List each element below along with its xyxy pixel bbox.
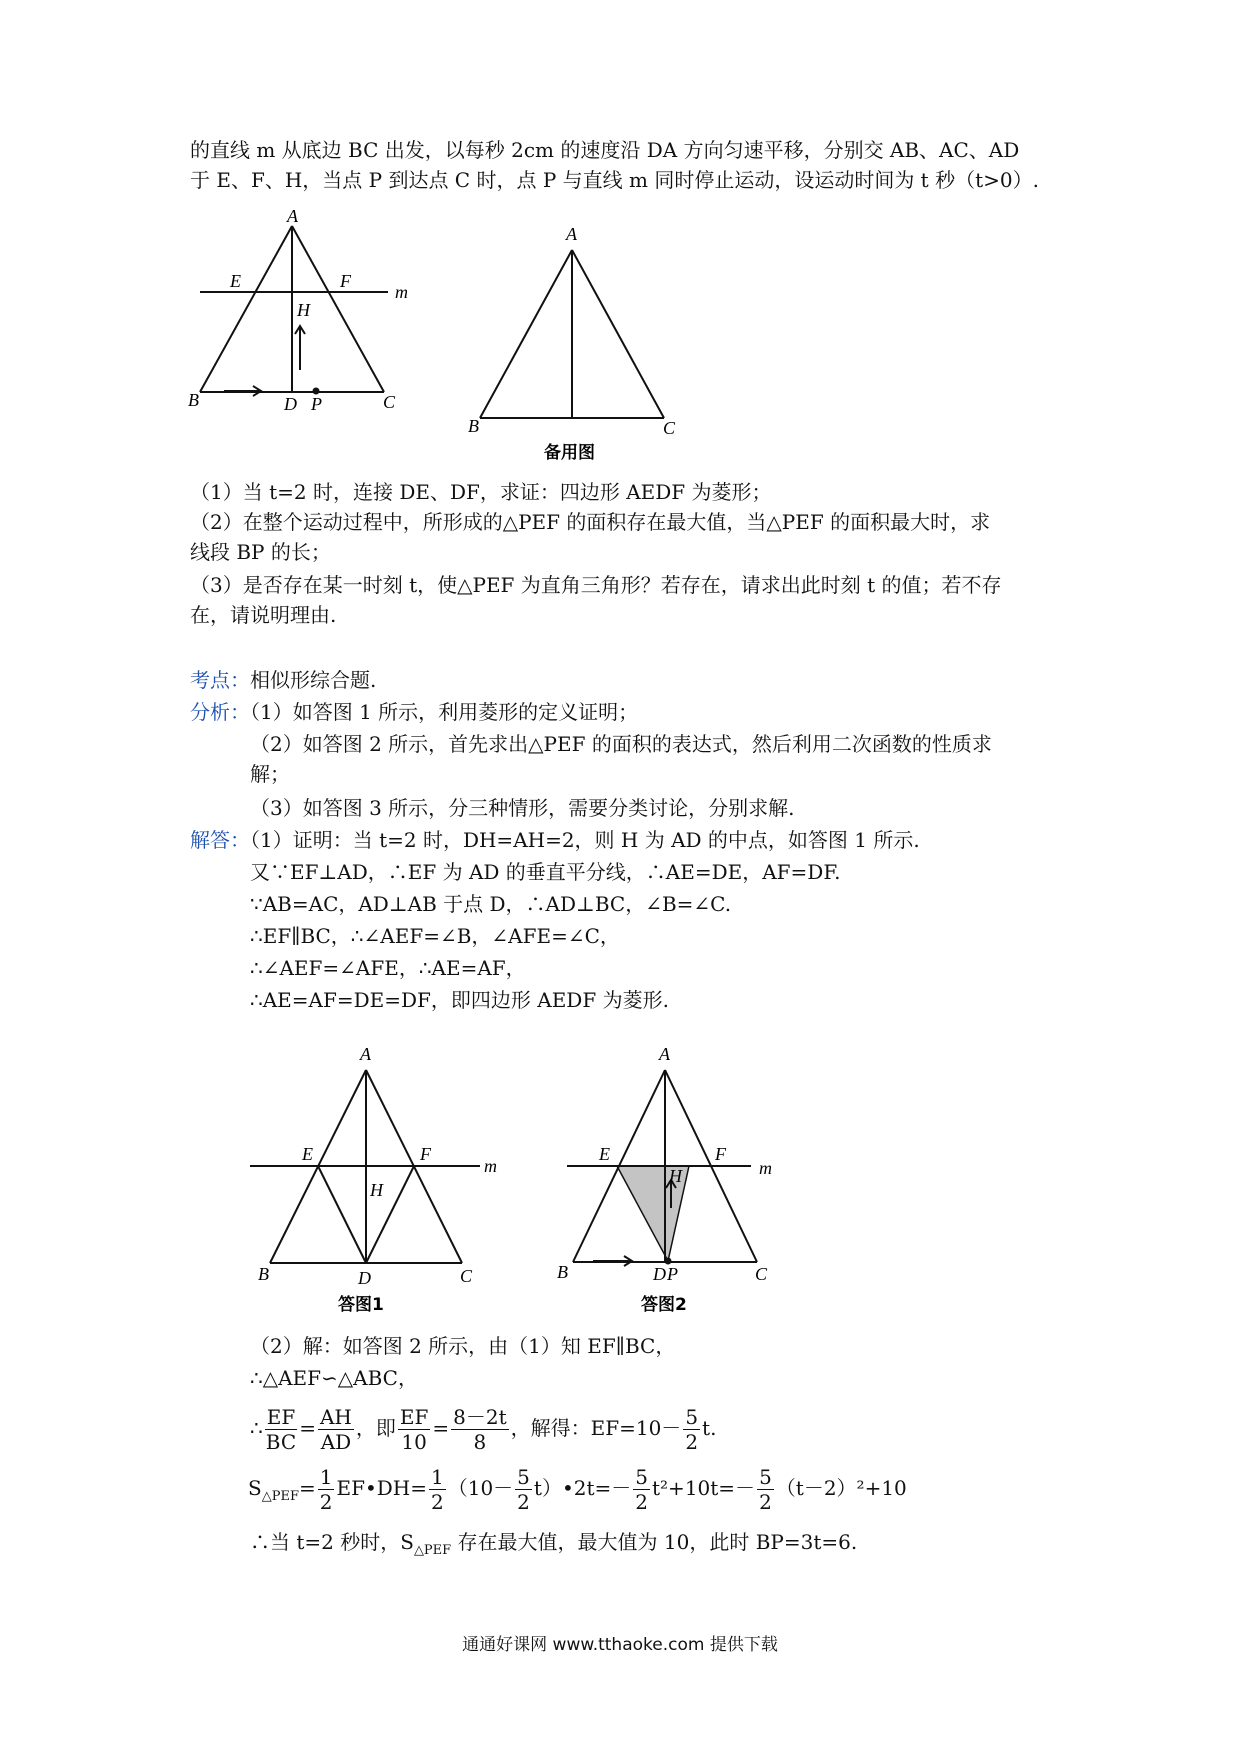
text-seg: = bbox=[298, 1476, 316, 1500]
frac-num: 5 bbox=[759, 1465, 772, 1489]
frac-num: EF bbox=[399, 1405, 429, 1429]
frac-num: 5 bbox=[635, 1465, 648, 1489]
a2-label-B: B bbox=[557, 1262, 568, 1282]
part2-line-1: （2）解：如答图 2 所示，由（1）知 EF∥BC， bbox=[250, 1334, 676, 1358]
frac-den: 2 bbox=[685, 1430, 699, 1454]
a2-label-H: H bbox=[669, 1166, 682, 1186]
fenxi-line-3: （3）如答图 3 所示，分三种情形，需要分类讨论，分别求解. bbox=[250, 796, 795, 820]
text-seg: EF•DH= bbox=[336, 1476, 427, 1500]
a1-label-D: D bbox=[358, 1268, 371, 1288]
problem-figure bbox=[180, 210, 420, 450]
frac-den: 2 bbox=[517, 1490, 530, 1514]
area-symbol: S bbox=[248, 1476, 262, 1500]
label-P: P bbox=[311, 394, 322, 414]
frac-den: 8 bbox=[473, 1430, 487, 1454]
jieda-line-1 bbox=[190, 828, 920, 852]
a2-label-E: E bbox=[599, 1144, 610, 1164]
frac-den: AD bbox=[320, 1430, 352, 1454]
label-D: D bbox=[284, 394, 297, 414]
spare-caption: 备用图 bbox=[544, 443, 595, 463]
text-seg: 存在最大值，最大值为 10，此时 BP=3t=6. bbox=[451, 1530, 858, 1554]
answer-1-caption: 答图1 bbox=[338, 1295, 384, 1315]
frac-num: EF bbox=[266, 1405, 296, 1429]
a2-label-C: C bbox=[755, 1264, 768, 1284]
question-2b: 线段 BP 的长； bbox=[190, 540, 331, 564]
a2-label-A: A bbox=[659, 1044, 670, 1064]
a2-label-F: F bbox=[715, 1144, 726, 1164]
area-subscript: △PEF bbox=[261, 1489, 299, 1504]
a1-label-H: H bbox=[370, 1180, 383, 1200]
a1-label-F: F bbox=[420, 1144, 431, 1164]
label-F: F bbox=[340, 271, 351, 291]
jieda-text-1: （1）证明：当 t=2 时，DH=AH=2，则 H 为 AD 的中点，如答图 1 所示. bbox=[250, 828, 920, 852]
frac-num: 1 bbox=[430, 1465, 444, 1489]
frac-num: 5 bbox=[685, 1405, 699, 1429]
a2-label-m: m bbox=[759, 1158, 772, 1178]
fraction-5-2d bbox=[757, 1465, 774, 1514]
kaodian-label: 考点： bbox=[190, 668, 250, 692]
question-1: （1）当 t=2 时，连接 DE、DF，求证：四边形 AEDF 为菱形； bbox=[190, 480, 772, 504]
fraction-8-2t-8 bbox=[451, 1405, 509, 1454]
question-3a: （3）是否存在某一时刻 t，使△PEF 为直角三角形？若存在，请求出此时刻 t 的值；若不存 bbox=[190, 573, 1002, 597]
spare-label-A: A bbox=[566, 224, 577, 244]
frac-num: 5 bbox=[517, 1465, 530, 1489]
label-A: A bbox=[287, 210, 298, 226]
kaodian-text: 相似形综合题. bbox=[250, 668, 377, 692]
question-3b: 在，请说明理由. bbox=[190, 603, 337, 627]
label-m: m bbox=[395, 282, 408, 302]
part2-line-5 bbox=[250, 1530, 857, 1563]
area-subscript: △PEF bbox=[413, 1543, 452, 1558]
frac-den: 2 bbox=[635, 1490, 648, 1514]
fraction-1-2b bbox=[429, 1465, 446, 1514]
spare-figure bbox=[460, 218, 700, 468]
fenxi-line-2b: 解； bbox=[250, 762, 290, 786]
jieda-line-3: ∵AB=AC，AD⊥AB 于点 D，∴AD⊥BC，∠B=∠C. bbox=[250, 892, 732, 916]
part2-line-2: ∴△AEF∽△ABC， bbox=[250, 1366, 418, 1390]
jieda-label: 解答： bbox=[190, 828, 250, 852]
jieda-line-6: ∴AE=AF=DE=DF，即四边形 AEDF 为菱形. bbox=[250, 988, 669, 1012]
text-seg: ，解得：EF=10－ bbox=[510, 1416, 682, 1440]
therefore-sign: ∴ bbox=[250, 1416, 263, 1440]
frac-num: AH bbox=[319, 1405, 352, 1429]
label-C: C bbox=[383, 392, 396, 412]
text-seg: ，即 bbox=[355, 1416, 396, 1440]
spare-label-C: C bbox=[663, 418, 676, 438]
text-seg: t）•2t=－ bbox=[533, 1476, 632, 1500]
fraction-ef-10 bbox=[398, 1405, 430, 1454]
frac-den: 2 bbox=[430, 1490, 444, 1514]
answer-2-caption: 答图2 bbox=[641, 1295, 687, 1315]
label-B: B bbox=[188, 390, 199, 410]
fenxi-line-2a: （2）如答图 2 所示，首先求出△PEF 的面积的表达式，然后利用二次函数的性质求 bbox=[250, 732, 992, 756]
label-H: H bbox=[297, 300, 310, 320]
page-footer: 通通好课网 www.tthaoke.com 提供下载 bbox=[462, 1635, 778, 1655]
fraction-ah-ad bbox=[318, 1405, 354, 1454]
text-seg: ∴当 t=2 秒时，S bbox=[250, 1530, 414, 1554]
a1-label-A: A bbox=[360, 1044, 371, 1064]
a1-label-C: C bbox=[460, 1266, 473, 1286]
jieda-line-2: 又∵EF⊥AD，∴EF 为 AD 的垂直平分线，∴AE=DE，AF=DF. bbox=[250, 860, 841, 884]
frac-den: 2 bbox=[759, 1490, 772, 1514]
a1-label-B: B bbox=[258, 1264, 269, 1284]
a2-label-D: D bbox=[653, 1264, 666, 1284]
fraction-5-2 bbox=[683, 1405, 700, 1454]
text-seg: t. bbox=[702, 1416, 717, 1440]
problem-line-1: 的直线 m 从底边 BC 出发，以每秒 2cm 的速度沿 DA 方向匀速平移，分别交 AB、AC、AD bbox=[190, 138, 1020, 162]
fenxi-text-1: （1）如答图 1 所示，利用菱形的定义证明； bbox=[250, 700, 639, 724]
question-2a: （2）在整个运动过程中，所形成的△PEF 的面积存在最大值，当△PEF 的面积最大时，求 bbox=[190, 510, 991, 534]
text-seg: （10－ bbox=[447, 1476, 514, 1500]
fraction-1-2 bbox=[318, 1465, 335, 1514]
answer-figure-2 bbox=[555, 1040, 815, 1320]
jieda-line-4: ∴EF∥BC，∴∠AEF=∠B，∠AFE=∠C， bbox=[250, 924, 620, 948]
fraction-ef-bc bbox=[265, 1405, 297, 1454]
problem-line-2: 于 E、F、H，当点 P 到达点 C 时，点 P 与直线 m 同时停止运动，设运动时间为 t 秒（t>0）. bbox=[190, 168, 1039, 192]
spare-label-B: B bbox=[468, 416, 479, 436]
frac-num: 8－2t bbox=[453, 1405, 507, 1429]
answer-figure-1 bbox=[240, 1040, 500, 1320]
a2-label-P: P bbox=[667, 1264, 678, 1284]
fenxi-line-1 bbox=[190, 700, 638, 724]
a1-label-E: E bbox=[302, 1144, 313, 1164]
kaodian bbox=[190, 668, 376, 692]
frac-den: 2 bbox=[319, 1490, 333, 1514]
fenxi-label: 分析： bbox=[190, 700, 250, 724]
fraction-5-2b bbox=[515, 1465, 532, 1514]
frac-num: 1 bbox=[319, 1465, 333, 1489]
label-E: E bbox=[230, 271, 241, 291]
part2-line-4 bbox=[248, 1462, 907, 1523]
frac-den: 10 bbox=[401, 1430, 427, 1454]
jieda-line-5: ∴∠AEF=∠AFE，∴AE=AF， bbox=[250, 956, 526, 980]
text-seg: （t－2）²+10 bbox=[775, 1476, 907, 1500]
frac-den: BC bbox=[265, 1430, 297, 1454]
part2-line-3: ∴ $\frac{EF}{BC}$ = $\frac{AH}{AD}$ ，即 $\frac{EF}{10}$ = $\frac{8-2t}{8}$ ，解得：EF=10－ $\frac{5}{2}$ t. bbox=[250, 1405, 717, 1454]
a1-label-m: m bbox=[484, 1156, 497, 1176]
fraction-5-2c bbox=[633, 1465, 650, 1514]
text-seg: t²+10t=－ bbox=[652, 1476, 756, 1500]
